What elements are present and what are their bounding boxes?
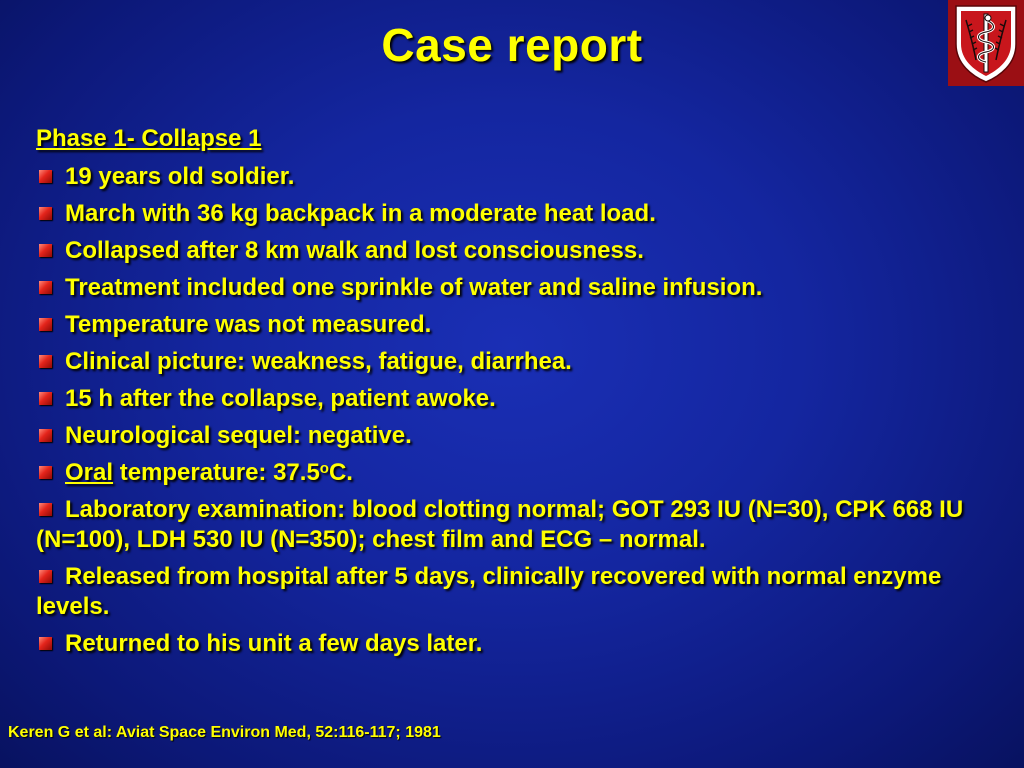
bullet-item-oral-temperature: [36, 458, 1011, 488]
bullet-text: Treatment included one sprinkle of water and saline infusion.: [65, 274, 763, 301]
bullet-square-icon: [39, 429, 52, 442]
bullet-item: [36, 236, 1011, 266]
bullet-item: [36, 629, 1011, 659]
citation: Keren G et al: Aviat Space Environ Med, 52:116-117; 1981: [8, 724, 441, 741]
bullet-text: Released from hospital after 5 days, clinically recovered with normal enzyme levels.: [36, 563, 942, 620]
bullet-square-icon: [39, 244, 52, 257]
bullet-square-icon: [39, 318, 52, 331]
bullet-text: Temperature was not measured.: [65, 311, 432, 338]
bullet-square-icon: [39, 570, 52, 583]
degree-mark: o: [319, 460, 329, 477]
slide-title: Case report: [381, 19, 643, 71]
caduceus-shield-icon: [948, 0, 1024, 86]
oral-label: Oral: [65, 459, 114, 486]
bullet-text: Returned to his unit a few days later.: [65, 630, 483, 657]
bullet-text: Neurological sequel: negative.: [65, 422, 412, 449]
bullet-item: [36, 495, 1011, 555]
bullet-item: [36, 310, 1011, 340]
bullet-item: [36, 162, 1011, 192]
bullet-text: 19 years old soldier.: [65, 163, 295, 190]
bullet-text: March with 36 kg backpack in a moderate heat load.: [65, 200, 656, 227]
bullet-item: [36, 273, 1011, 303]
bullet-square-icon: [39, 281, 52, 294]
bullet-item: [36, 384, 1011, 414]
bullet-square-icon: [39, 466, 52, 479]
bullet-item: [36, 562, 1011, 622]
bullet-text: Clinical picture: weakness, fatigue, diarrhea.: [65, 348, 572, 375]
bullet-square-icon: [39, 355, 52, 368]
bullet-square-icon: [39, 392, 52, 405]
bullet-item: [36, 199, 1011, 229]
bullet-text: Laboratory examination: blood clotting normal; GOT 293 IU (N=30), CPK 668 IU (N=100), LDH 530 IU (N=350); chest film and ECG – normal.: [36, 496, 964, 553]
bullet-item: [36, 347, 1011, 377]
bullet-square-icon: [39, 207, 52, 220]
bullet-text-suffix: C.: [328, 459, 353, 486]
bullet-square-icon: [39, 170, 52, 183]
bullet-text: 15 h after the collapse, patient awoke.: [65, 385, 496, 412]
bullet-text: Collapsed after 8 km walk and lost consciousness.: [65, 237, 644, 264]
bullet-square-icon: [39, 503, 52, 516]
bullet-text: temperature: 37.5: [113, 459, 320, 486]
bullet-item: [36, 421, 1011, 451]
content-body: [36, 124, 1011, 666]
section-heading: Phase 1- Collapse 1: [36, 125, 262, 152]
bullet-square-icon: [39, 637, 52, 650]
